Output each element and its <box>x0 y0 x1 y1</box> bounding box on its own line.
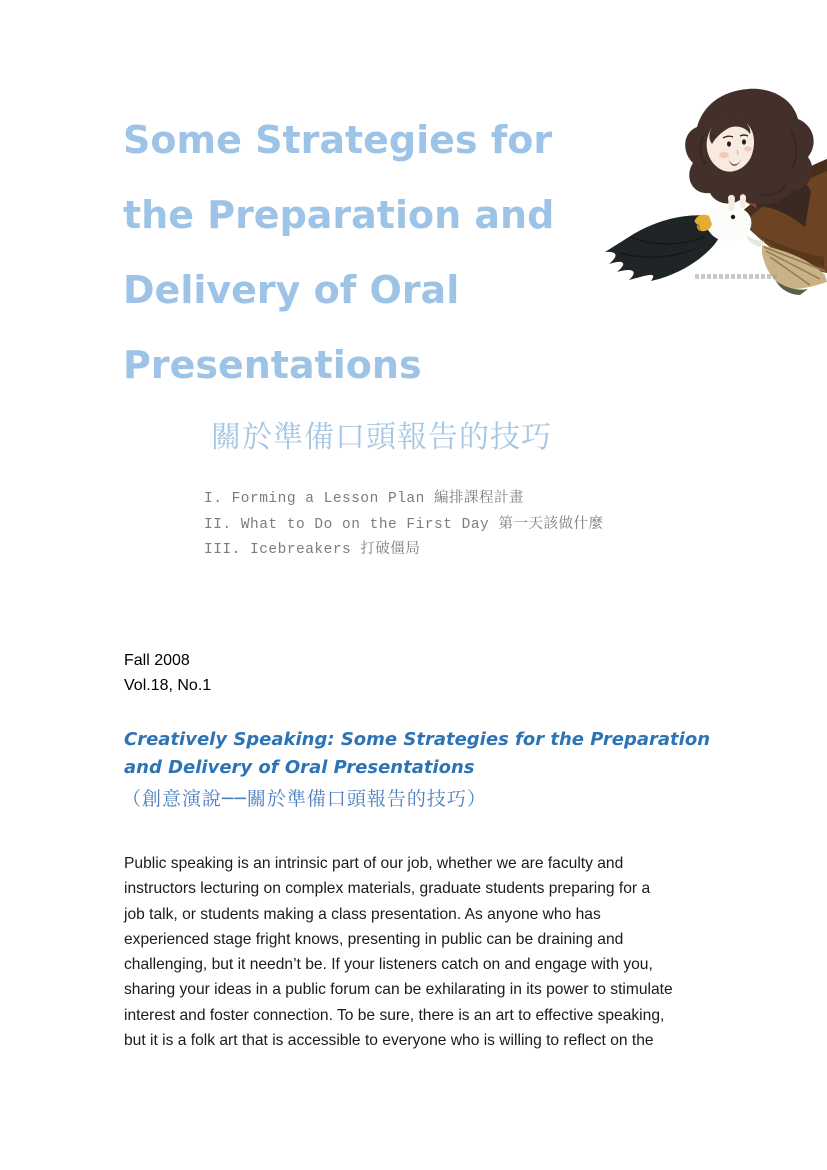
body-line: but it is a folk art that is accessible to everyone who is willing to reflect on the <box>124 1032 654 1050</box>
body-line: challenging, but it needn’t be. If your listeners catch on and engage with you, <box>124 956 653 974</box>
page-title-line: Presentations <box>123 343 422 387</box>
article-body <box>124 851 673 1053</box>
eagle-eye <box>731 215 735 219</box>
toc-item: III. Icebreakers 打破僵局 <box>204 542 421 558</box>
girl-eye-right <box>742 139 746 144</box>
article-heading-line: Creatively Speaking: Some Strategies for the Preparation <box>124 729 711 750</box>
issue-season: Fall 2008 <box>124 652 190 669</box>
page-title <box>123 103 554 403</box>
article-heading-zh: （創意演說──關於準備口頭報告的技巧） <box>122 788 487 810</box>
body-line: sharing your ideas in a public forum can be exhilarating in its power to stimulate <box>124 981 673 999</box>
toc-item: II. What to Do on the First Day 第一天該做什麼 <box>204 516 604 533</box>
body-line: experienced stage fright knows, presenting in public can be draining and <box>124 930 624 948</box>
article-heading-line: and Delivery of Oral Presentations <box>124 756 475 778</box>
body-line: interest and foster connection. To be sure, there is an art to effective speaking, <box>124 1006 665 1024</box>
girl-blush <box>744 147 752 152</box>
page-subtitle-zh: 關於準備口頭報告的技巧 <box>211 420 552 455</box>
table-of-contents <box>204 487 603 564</box>
girl-blush <box>719 152 729 158</box>
issue-info <box>124 648 211 698</box>
watermark-caption <box>695 274 777 279</box>
page-title-line: Delivery of Oral <box>123 268 460 312</box>
toc-item: I. Forming a Lesson Plan 編排課程計畫 <box>204 491 525 507</box>
body-line: Public speaking is an intrinsic part of our job, whether we are faculty and <box>124 855 624 872</box>
page-title-line: Some Strategies for <box>123 118 553 162</box>
body-line: instructors lecturing on complex materials, graduate students preparing for a <box>124 880 651 898</box>
body-line: job talk, or students making a class presentation. As anyone who has <box>124 905 601 923</box>
article-heading <box>124 726 710 781</box>
issue-volume: Vol.18, No.1 <box>124 677 212 694</box>
girl-eye-left <box>727 141 731 146</box>
girl-riding-eagle-illustration <box>600 85 827 310</box>
page-title-line: the Preparation and <box>123 193 555 237</box>
